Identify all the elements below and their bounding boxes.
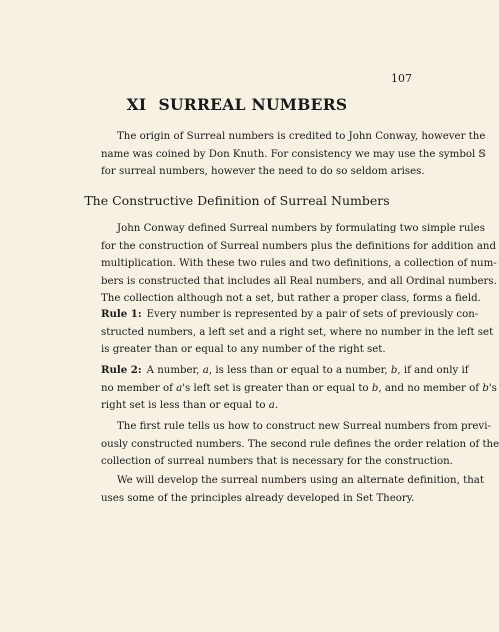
paragraph-line: collection of surreal numbers that is necessary for the construction. xyxy=(101,456,453,468)
paragraph-line: The first rule tells us how to construct new Surreal numbers from previ- xyxy=(117,421,491,432)
chapter-name: SURREAL NUMBERS xyxy=(158,95,348,114)
intro-paragraph xyxy=(101,128,486,181)
paragraph-line: uses some of the principles already developed in Set Theory. xyxy=(101,492,415,504)
rule-2 xyxy=(101,362,497,415)
rule-1-label: Rule 1: xyxy=(101,308,142,320)
rule-1-text: Every number is represented by a pair of sets of previously con- xyxy=(146,309,479,320)
paragraph-line: for the construction of Surreal numbers plus the definitions for addition and xyxy=(101,240,497,252)
paragraph-line: The collection although not a set, but rather a proper class, forms a field. xyxy=(101,293,481,305)
rule-line: structed numbers, a left set and a right set, where no number in the left set xyxy=(101,326,494,338)
paragraph-line: bers is constructed that includes all Real numbers, and all Ordinal numbers. xyxy=(101,275,497,287)
intro-line: The origin of Surreal numbers is credited to John Conway, however the xyxy=(117,131,486,142)
rule-line: is greater than or equal to any number of the right set. xyxy=(101,344,386,356)
rule-line: right set is less than or equal to a. xyxy=(101,400,279,412)
rule-line: Rule 2: A number, a, is less than or equal to a number, b, if and only if xyxy=(101,364,469,376)
rule-line: no member of a's left set is greater than or equal to b, and no member of b's xyxy=(101,382,497,394)
paragraph-alternate-definition xyxy=(101,472,484,507)
paragraph-line: ously constructed numbers. The second rule defines the order relation of the xyxy=(101,438,499,450)
rule-2-label: Rule 2: xyxy=(101,364,142,376)
paragraph-line: John Conway defined Surreal numbers by formulating two simple rules xyxy=(117,223,485,234)
section-title: The Constructive Definition of Surreal Numbers xyxy=(84,193,390,208)
intro-line: name was coined by Don Knuth. For consistency we may use the symbol 𝕊 xyxy=(101,148,486,160)
rule-1 xyxy=(101,306,494,359)
paragraph-conway xyxy=(101,220,497,308)
paragraph-line: We will develop the surreal numbers using an alternate definition, that xyxy=(117,475,484,486)
chapter-number: XI xyxy=(126,95,147,114)
page-number: 107 xyxy=(391,72,412,85)
paragraph-line: multiplication. With these two rules and two definitions, a collection of num- xyxy=(101,258,497,270)
rule-line xyxy=(101,306,479,324)
chapter-title xyxy=(0,95,474,114)
paragraph-rules-explained xyxy=(101,418,499,471)
intro-line: for surreal numbers, however the need to do so seldom arises. xyxy=(101,166,425,178)
